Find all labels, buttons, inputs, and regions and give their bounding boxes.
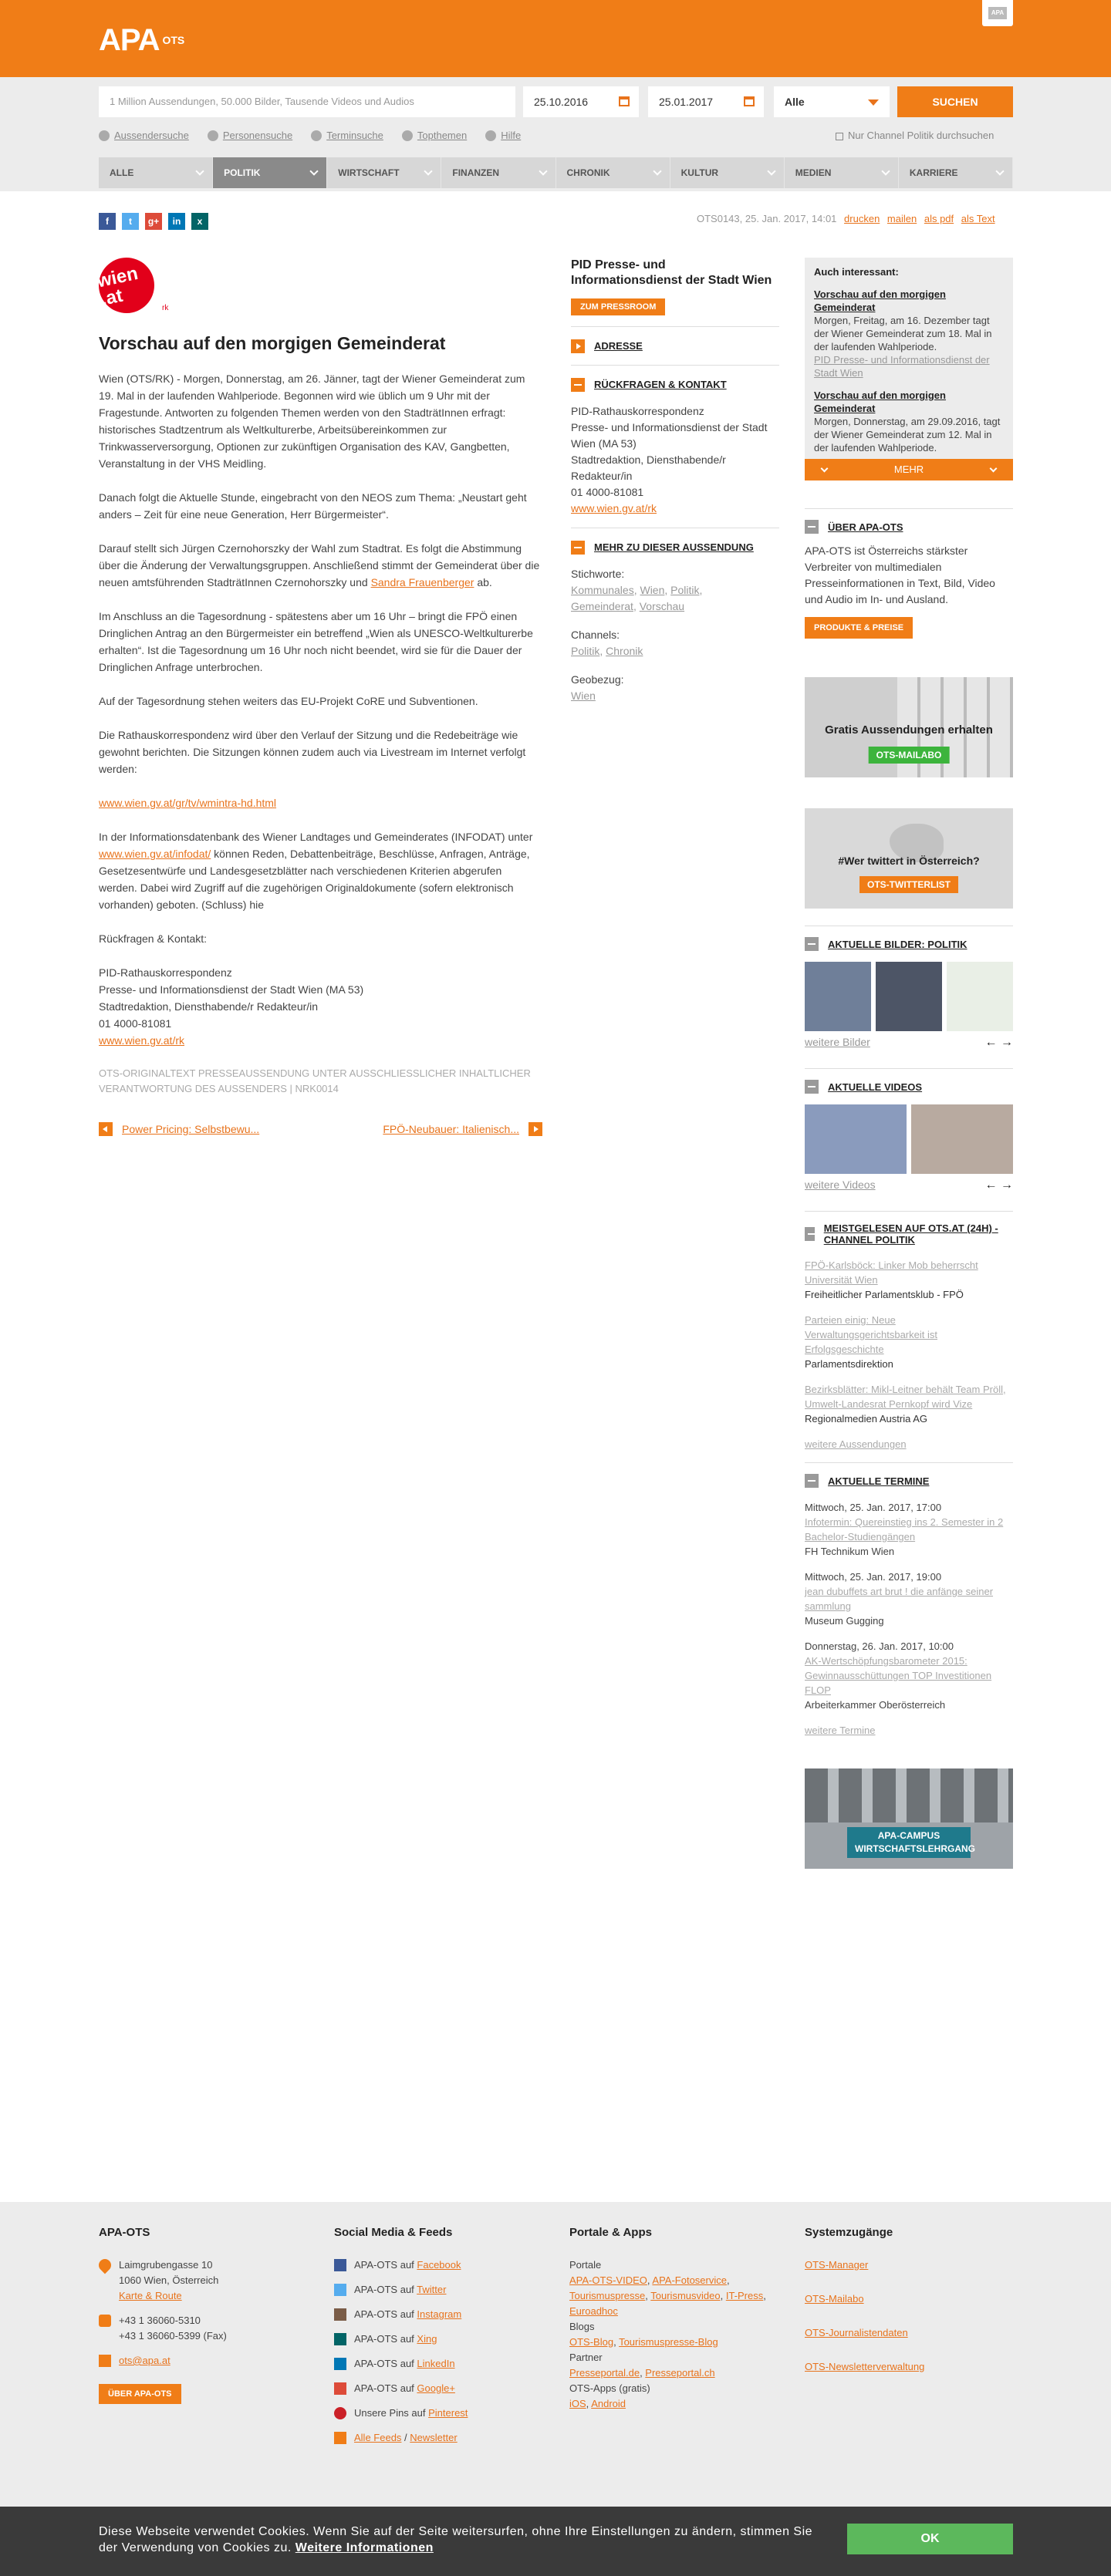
channels-label: Channels:	[571, 629, 620, 641]
blog-link[interactable]: OTS-Blog	[569, 2336, 614, 2348]
social-row: APA-OTS auf Twitter	[334, 2282, 542, 2298]
linkedin-link[interactable]: LinkedIn	[417, 2358, 455, 2369]
pressroom-button[interactable]: ZUM PRESSROOM	[571, 298, 665, 315]
expand-icon	[571, 339, 585, 353]
system-link[interactable]: OTS-Mailabo	[805, 2293, 864, 2305]
facebook-icon	[334, 2259, 346, 2271]
article-meta	[697, 213, 995, 224]
search-bar	[0, 77, 1111, 191]
video-thumb[interactable]	[911, 1104, 1013, 1174]
address-toggle[interactable]: ADRESSE	[571, 338, 779, 354]
footer-col-portals	[569, 2225, 778, 2412]
campus-button[interactable]: APA-CAMPUS WIRTSCHAFTSLEHRGANG	[847, 1827, 971, 1858]
mostread-item: Parteien einig: Neue Verwaltungsgerichtsbarkeit ist Erfolgsgeschichte Parlamentsdirektion	[805, 1314, 937, 1370]
videos-toggle[interactable]: AKTUELLE VIDEOS	[805, 1080, 1013, 1094]
system-link[interactable]: OTS-Journalistendaten	[805, 2327, 908, 2338]
chevron-down-icon	[881, 167, 890, 175]
portals-list: APA-OTS-VIDEO, APA-Fotoservice, Tourismuspresse, Tourismusvideo, IT-Press, Euroadhoc	[569, 2274, 766, 2317]
mailabo-button[interactable]: OTS-MAILABO	[869, 747, 950, 764]
linkedin-icon[interactable]: in	[168, 213, 185, 230]
contact-link[interactable]: www.wien.gv.at/rk	[571, 502, 657, 514]
more-releases-link[interactable]: weitere Aussendungen	[805, 1438, 907, 1450]
footer-col-social	[334, 2225, 542, 2455]
pdf-link[interactable]: als pdf	[924, 213, 954, 224]
twitterlist-button[interactable]: OTS-TWITTERLIST	[859, 876, 958, 893]
arrow-right-icon[interactable]: →	[1001, 1178, 1013, 1192]
collapse-icon	[571, 541, 585, 555]
social-row: Unsere Pins auf Pinterest	[334, 2406, 542, 2421]
apps-list: iOS, Android	[569, 2398, 626, 2409]
divider	[805, 508, 1013, 509]
social-row: APA-OTS auf Xing	[334, 2332, 542, 2347]
about-text: APA-OTS ist Österreichs stärkster Verbreiter von multimedialen Presseinformationen in Text, Bild, Video und Audio im In- und Ausland.	[805, 545, 995, 605]
nav-item-kultur[interactable]: KULTUR	[670, 157, 785, 188]
cookie-info-link[interactable]: Weitere Informationen	[295, 2541, 434, 2554]
partner-link[interactable]: Presseportal.de	[569, 2367, 640, 2379]
arrow-right-icon[interactable]: →	[1001, 1036, 1013, 1049]
portals-label: Portale	[569, 2259, 602, 2271]
mostread-toggle[interactable]: MEISTGELESEN AUF OTS.AT (24H) - CHANNEL POLITIK	[805, 1222, 1013, 1246]
paragraph: Die Rathauskorrespondenz wird über den Verlauf der Sitzung und die Redebeiträge wie gewohnt berichten. Die Sitzungen können zudem auch via Livestream im Internet verfolgt werden:	[99, 729, 526, 775]
search-links	[99, 130, 521, 141]
images-footer	[805, 1036, 1013, 1051]
paragraph: Im Anschluss an die Tagesordnung - spätestens aber um 16 Uhr – bringt die FPÖ einen Dringlichen Antrag an den Bürgermeister ein betreffend „Wien als UNESCO-Weltkulturerbe erhalten“. Ist die Tagesordnung um 16 Uhr noch nicht beendet, wird sie für die Dauer der Dringlichen Anfrage unterbrochen.	[99, 610, 533, 673]
mail-icon	[99, 2355, 111, 2367]
nav-item-politik[interactable]: POLITIK	[213, 157, 327, 188]
system-link[interactable]: OTS-Manager	[805, 2259, 869, 2271]
mostread-list	[805, 1258, 1013, 1452]
xing-icon	[334, 2333, 346, 2345]
events-toggle[interactable]: AKTUELLE TERMINE	[805, 1474, 1013, 1488]
paragraph: Auf der Tagesordnung stehen weiters das EU-Projekt CoRE und Subventionen.	[99, 695, 478, 707]
social-row: Alle Feeds / Newsletter	[334, 2430, 542, 2446]
share-buttons	[99, 213, 208, 230]
arrow-left-icon[interactable]: ←	[984, 1178, 998, 1192]
nav-item-wirtschaft[interactable]: WIRTSCHAFT	[327, 157, 441, 188]
instagram-link[interactable]: Instagram	[417, 2308, 462, 2320]
nav-item-medien[interactable]: MEDIEN	[785, 157, 899, 188]
search-button[interactable]: SUCHEN	[897, 86, 1013, 117]
nav-item-alle[interactable]: ALLE	[99, 157, 213, 188]
top-topics-link[interactable]: Topthemen	[402, 130, 467, 141]
googleplus-link[interactable]: Google+	[417, 2382, 455, 2394]
contact-toggle[interactable]: RÜCKFRAGEN & KONTAKT	[571, 376, 779, 393]
image-thumb[interactable]	[805, 962, 871, 1031]
arrow-left-icon[interactable]: ←	[984, 1036, 998, 1049]
next-article[interactable]	[383, 1122, 542, 1136]
newsletter-link[interactable]: Newsletter	[410, 2432, 458, 2443]
more-videos-link[interactable]: weitere Videos	[805, 1178, 876, 1191]
image-thumbs	[805, 962, 1013, 1031]
map-link[interactable]: Karte & Route	[119, 2290, 182, 2301]
chevron-down-icon	[195, 167, 204, 175]
mostread-item: Bezirksblätter: Mikl-Leitner behält Team Pröll, Umwelt-Landesrat Pernkopf wird Vize Regionalmedien Austria AG	[805, 1384, 1006, 1425]
divider	[805, 1211, 1013, 1212]
footer-col-apa	[99, 2225, 307, 2404]
sender-search-link[interactable]: Aussendersuche	[99, 130, 189, 141]
pinterest-link[interactable]: Pinterest	[428, 2407, 468, 2419]
channel-link[interactable]: Politik	[571, 645, 600, 657]
twitter-link[interactable]: Twitter	[417, 2284, 447, 2295]
partner-list: Presseportal.de, Presseportal.ch	[569, 2367, 715, 2379]
nav-item-chronik[interactable]: CHRONIK	[556, 157, 670, 188]
footer-heading: Portale & Apps	[569, 2226, 652, 2239]
googleplus-icon[interactable]: g+	[145, 213, 162, 230]
text-link[interactable]: als Text	[961, 213, 995, 224]
right-sidebar	[805, 258, 1013, 1869]
apa-ots-logo[interactable]: APA $^{OTS}$	[99, 23, 185, 57]
sender-column	[571, 258, 779, 704]
event-item: Donnerstag, 26. Jan. 2017, 10:00 AK-Wertschöpfungsbarometer 2015: Gewinnausschüttungen TOP Investitionen FLOP Arbeiterkammer Oberösterreich	[805, 1640, 992, 1711]
divider	[571, 326, 779, 327]
mostread-item: FPÖ-Karlsböck: Linker Mob beherrscht Universität Wien Freiheitlicher Parlamentsklub - FPÖ	[805, 1259, 978, 1300]
video-arrows	[985, 1178, 1013, 1192]
footer-heading: Social Media & Feeds	[334, 2226, 453, 2239]
site-header	[0, 0, 1111, 77]
divider	[805, 1068, 1013, 1069]
blog-link[interactable]: Tourismuspresse-Blog	[619, 2336, 718, 2348]
calendar-icon[interactable]	[619, 96, 630, 106]
twitter-icon	[334, 2284, 346, 2296]
arrow-left-icon	[99, 1122, 113, 1136]
livestream-paragraph	[99, 794, 542, 811]
channel-nav	[99, 157, 1013, 188]
chevron-down-icon	[995, 167, 1004, 175]
prev-article-link[interactable]: Power Pricing: Selbstbewu...	[122, 1123, 260, 1135]
mail-link[interactable]: ots@apa.at	[119, 2355, 171, 2366]
events-list	[805, 1500, 1013, 1738]
mailabo-promo[interactable]	[805, 677, 1013, 777]
contact-line: Presse- und Informationsdienst der Stadt Wien (MA 53)	[99, 983, 364, 996]
chevron-down-icon	[653, 167, 661, 175]
search-input[interactable]: 1 Million Aussendungen, 50.000 Bilder, Tausende Videos und Audios	[99, 86, 515, 117]
check-icon	[402, 130, 413, 141]
paragraph: Wien (OTS/RK) - Morgen, Donnerstag, am 26. Jänner, tagt der Wiener Gemeinderat zum 19. Mal in der laufenden Wahlperiode. Begonnen wird wie üblich um 9 Uhr mit der Fragestunde. Antworten zu folgenden Themen werden von den StadträtInnen erfragt: historisches Stadtzentrum als Weltkulturerbe, Arbeitsübereinkommen zur Trinkwasserversorgung, Optionen zur zukünftigen Organisation des KAV, Gangbetten, Veranstaltung in der VHS Meidling.	[99, 373, 525, 470]
cookie-text: Diese Webseite verwendet Cookies. Wenn Sie auf der Seite weitersurfen, ohne Ihre Einstellungen zu ändern, stimmen Sie der Verwendung von Cookies zu. Weitere Informationen	[99, 2525, 813, 2554]
footer-col-system	[805, 2225, 1013, 2393]
chevron-down-icon	[310, 167, 319, 175]
event-link[interactable]: jean dubuffets art brut ! die anfänge seiner sammlung	[805, 1586, 994, 1612]
more-toggle[interactable]: MEHR ZU DIESER AUSSENDUNG	[571, 539, 779, 555]
keywords-list: Kommunales, Wien, Politik, Gemeinderat, Vorschau	[571, 584, 703, 612]
videos-footer	[805, 1178, 1013, 1194]
related-item[interactable]: Vorschau auf den morgigen Gemeinderat Morgen, Donnerstag, am 29.09.2016, tagt der Wiener Gemeinderat zum 12. Mal in der laufenden Wahlperiode.	[814, 389, 1001, 453]
person-icon	[208, 130, 218, 141]
article-title: Vorschau auf den morgigen Gemeinderat	[99, 333, 446, 353]
blogs-list: OTS-Blog, Tourismuspresse-Blog	[569, 2336, 718, 2348]
about-apa-button[interactable]: ÜBER APA-OTS	[99, 2384, 181, 2404]
contact-line: Presse- und Informationsdienst der Stadt Wien (MA 53)	[571, 421, 768, 450]
livestream-link[interactable]: www.wien.gv.at/gr/tv/wmintra-hd.html	[99, 797, 277, 809]
images-toggle[interactable]: AKTUELLE BILDER: POLITIK	[805, 937, 1013, 951]
phone-row: +43 1 36060-5310 +43 1 36060-5399 (Fax)	[99, 2313, 307, 2344]
portal-link[interactable]: IT-Press	[725, 2290, 764, 2301]
portal-link[interactable]: APA-Fotoservice	[652, 2274, 727, 2286]
infodat-link[interactable]: www.wien.gv.at/infodat/	[99, 848, 211, 860]
promo-caption: Gratis Aussendungen erhalten	[825, 723, 993, 737]
event-link[interactable]: AK-Wertschöpfungsbarometer 2015: Gewinnausschüttungen TOP Investitionen FLOP	[805, 1655, 992, 1696]
collapse-icon	[805, 1080, 819, 1094]
chevron-down-icon	[539, 167, 547, 175]
linkedin-icon	[334, 2358, 346, 2370]
contact-line: Stadtredaktion, Diensthabende/r Redakteur/in	[99, 1000, 319, 1013]
sender-icon	[99, 130, 110, 141]
checkbox[interactable]	[836, 133, 843, 140]
googleplus-icon	[334, 2382, 346, 2395]
partner-label: Partner	[569, 2352, 603, 2363]
collapse-icon	[805, 1474, 819, 1488]
person-link[interactable]: Sandra Frauenberger	[370, 576, 474, 588]
twitter-icon[interactable]: t	[122, 213, 139, 230]
footer-heading: Systemzugänge	[805, 2226, 893, 2239]
next-article-link[interactable]: FPÖ-Neubauer: Italienisch...	[383, 1123, 519, 1135]
app-link[interactable]: Android	[591, 2398, 626, 2409]
date-to-field[interactable]: 25.01.2017	[648, 86, 764, 117]
contact-line: Stadtredaktion, Diensthabende/r Redakteur/in	[571, 453, 726, 482]
chevron-down-icon	[424, 167, 433, 175]
prev-article[interactable]	[99, 1122, 259, 1136]
classroom-image	[805, 1768, 1013, 1822]
portal-link[interactable]: APA-OTS-VIDEO	[569, 2274, 647, 2286]
blogs-label: Blogs	[569, 2321, 595, 2332]
calendar-icon[interactable]	[744, 96, 755, 106]
portal-link[interactable]: Tourismuspresse	[569, 2290, 646, 2301]
chevron-down-icon	[868, 99, 879, 106]
keyword-link[interactable]: Wien	[640, 584, 665, 596]
social-row: APA-OTS auf Facebook	[334, 2257, 542, 2273]
image-thumb[interactable]	[947, 962, 1013, 1031]
divider	[571, 365, 779, 366]
keyword-link[interactable]: Gemeinderat	[571, 600, 633, 612]
portal-link[interactable]: Euroadhoc	[569, 2305, 618, 2317]
related-heading: Auch interessant:	[814, 266, 899, 278]
xing-icon[interactable]: x	[191, 213, 208, 230]
facebook-link[interactable]: Facebook	[417, 2259, 461, 2271]
sender-contact	[571, 403, 779, 517]
rss-icon	[334, 2432, 346, 2444]
more-events-link[interactable]: weitere Termine	[805, 1725, 876, 1736]
image-arrows	[985, 1036, 1013, 1050]
related-source-link[interactable]: PID Presse- und Informationsdienst der Stadt Wien	[814, 354, 990, 379]
help-link[interactable]: Hilfe	[485, 130, 521, 141]
facebook-icon[interactable]: f	[99, 213, 116, 230]
portal-link[interactable]: Tourismusvideo	[650, 2290, 721, 2301]
category-select[interactable]: Alle	[774, 86, 890, 117]
partner-link[interactable]: Presseportal.ch	[645, 2367, 715, 2379]
apa-badge[interactable]: APA	[982, 0, 1013, 26]
event-item: Mittwoch, 25. Jan. 2017, 17:00 Infotermin: Quereinstieg ins 2. Semester in 2 Bachelor-Studiengängen FH Technikum Wien	[805, 1502, 1004, 1557]
xing-link[interactable]: Xing	[417, 2333, 437, 2345]
keyword-link[interactable]: Vorschau	[639, 600, 685, 612]
event-item: Mittwoch, 25. Jan. 2017, 19:00 jean dubuffets art brut ! die anfänge seiner sammlung Museum Gugging	[805, 1571, 994, 1627]
system-link[interactable]: OTS-Newsletterverwaltung	[805, 2361, 925, 2372]
rk-mark: rk	[162, 304, 169, 312]
contact-line: 01 4000-81081	[99, 1017, 172, 1030]
clock-icon	[311, 130, 322, 141]
article-body	[99, 370, 542, 1114]
divider	[805, 1462, 1013, 1463]
contact-line: PID-Rathauskorrespondenz	[99, 966, 232, 979]
promo-caption: #Wer twittert in Österreich?	[838, 855, 980, 867]
paragraph: In der Informationsdatenbank des Wiener Landtages und Gemeinderates (INFODAT) unter www.wien.gv.at/infodat/ können Reden, Debattenbeiträge, Beschlüsse, Anfragen, Anträge, Gesetzesentwürfe und Landesgesetzblätter nach verschiedenen Kriterien abgerufen werden. Dabei wird Zugriff auf die zugehörigen Originaldokumente (sofern elektronisch vorhanden) geboten. (Schluss) hie	[99, 831, 533, 911]
chevron-down-icon	[821, 465, 829, 473]
pinterest-icon	[334, 2407, 346, 2419]
apps-label: OTS-Apps (gratis)	[569, 2382, 650, 2394]
channels-list: Politik, Chronik	[571, 645, 643, 657]
paragraph: Darauf stellt sich Jürgen Czernohorszky der Wahl zum Stadtrat. Es folgt die Abstimmung über die Änderung der Verwaltungsgruppen. Anschließend stimmt der Gemeinderat über die neuen amtsführenden StadträtInnen Czernohorszky und Sandra Frauenberger ab.	[99, 542, 540, 588]
article-pager	[99, 1122, 542, 1138]
image-thumb[interactable]	[876, 962, 942, 1031]
contact-link-line	[99, 1032, 542, 1049]
phone-icon	[99, 2315, 111, 2327]
contact-heading: Rückfragen & Kontakt:	[99, 932, 208, 945]
cookie-ok-button[interactable]: OK	[847, 2524, 1013, 2554]
keyword-link[interactable]: Politik	[670, 584, 700, 596]
nav-item-finanzen[interactable]: FINANZEN	[441, 157, 556, 188]
nav-item-karriere[interactable]: KARRIERE	[899, 157, 1013, 188]
mostread-link[interactable]: Bezirksblätter: Mikl-Leitner behält Team Pröll, Umwelt-Landesrat Pernkopf wird Vize	[805, 1384, 1006, 1410]
related-more-button[interactable]: MEHR	[805, 459, 1013, 480]
mail-link[interactable]: mailen	[886, 213, 917, 224]
channel-checkbox[interactable]: Nur Channel Politik durchsuchen	[836, 130, 994, 141]
social-row: APA-OTS auf Google+	[334, 2381, 542, 2396]
contact-link[interactable]: www.wien.gv.at/rk	[99, 1034, 184, 1047]
mail-row	[99, 2353, 307, 2369]
keywords-block	[571, 566, 779, 704]
video-thumb[interactable]	[805, 1104, 907, 1174]
disclaimer: OTS-ORIGINALTEXT PRESSEAUSSENDUNG UNTER AUSSCHLIESSLICHER INHALTLICHER VERANTWORTUNG DES AUSSENDERS | NRK0014	[99, 1067, 531, 1094]
footer-heading: APA-OTS	[99, 2226, 150, 2239]
collapse-icon	[571, 378, 585, 392]
person-search-link[interactable]: Personensuche	[208, 130, 292, 141]
date-from-field[interactable]: 25.10.2016	[523, 86, 639, 117]
feeds-link[interactable]: Alle Feeds	[354, 2432, 402, 2443]
chevron-down-icon	[767, 167, 775, 175]
collapse-icon	[805, 1227, 815, 1241]
arrow-right-icon	[528, 1122, 542, 1136]
contact-line: PID-Rathauskorrespondenz	[571, 405, 704, 417]
twitter-promo[interactable]	[805, 808, 1013, 909]
sender-name: PID Presse- und Informationsdienst der Stadt Wien	[571, 258, 772, 287]
campus-promo[interactable]	[805, 1768, 1013, 1869]
ots-id: OTS0143, 25. Jan. 2017, 14:01	[697, 213, 837, 224]
mostread-link[interactable]: Parteien einig: Neue Verwaltungsgerichtsbarkeit ist Erfolgsgeschichte	[805, 1314, 937, 1355]
instagram-icon	[334, 2308, 346, 2321]
video-thumbs	[805, 1104, 1013, 1174]
location-icon	[96, 2257, 114, 2274]
mostread-link[interactable]: FPÖ-Karlsböck: Linker Mob beherrscht Universität Wien	[805, 1259, 978, 1286]
geo-link[interactable]: Wien	[571, 690, 596, 702]
related-item[interactable]: Vorschau auf den morgigen Gemeinderat Morgen, Freitag, am 16. Dezember tagt der Wiener Gemeinderat zum 18. Mal in der laufenden Wahlperiode. PID Presse- und Informationsdienst der Stadt Wien	[814, 288, 992, 379]
cookie-banner	[0, 2507, 1111, 2576]
social-row: APA-OTS auf LinkedIn	[334, 2356, 542, 2372]
app-link[interactable]: iOS	[569, 2398, 586, 2409]
channel-link[interactable]: Chronik	[606, 645, 643, 657]
keywords-label: Stichworte:	[571, 568, 625, 580]
social-row: APA-OTS auf Instagram	[334, 2307, 542, 2322]
collapse-icon	[805, 520, 819, 534]
chevron-down-icon	[990, 465, 998, 473]
print-link[interactable]: drucken	[844, 213, 880, 224]
more-images-link[interactable]: weitere Bilder	[805, 1036, 870, 1048]
paragraph: Danach folgt die Aktuelle Stunde, eingebracht von den NEOS zum Thema: „Neustart geht anders – Zeit für eine neue Generation, Herr Bürgermeister“.	[99, 491, 527, 521]
contact-line: 01 4000-81081	[571, 486, 644, 498]
keyword-link[interactable]: Kommunales	[571, 584, 634, 596]
collapse-icon	[805, 937, 819, 951]
wien-logo: wien .at	[93, 252, 159, 318]
geo-label: Geobezug:	[571, 673, 624, 686]
address-row: Laimgrubengasse 10 1060 Wien, Österreich Karte & Route	[99, 2257, 307, 2304]
event-link[interactable]: Infotermin: Quereinstieg ins 2. Semester in 2 Bachelor-Studiengängen	[805, 1516, 1004, 1543]
info-icon	[485, 130, 496, 141]
related-box	[805, 258, 1013, 459]
products-button[interactable]: PRODUKTE & PREISE	[805, 617, 913, 639]
date-search-link[interactable]: Terminsuche	[311, 130, 383, 141]
about-toggle[interactable]: ÜBER APA-OTS	[805, 520, 1013, 534]
